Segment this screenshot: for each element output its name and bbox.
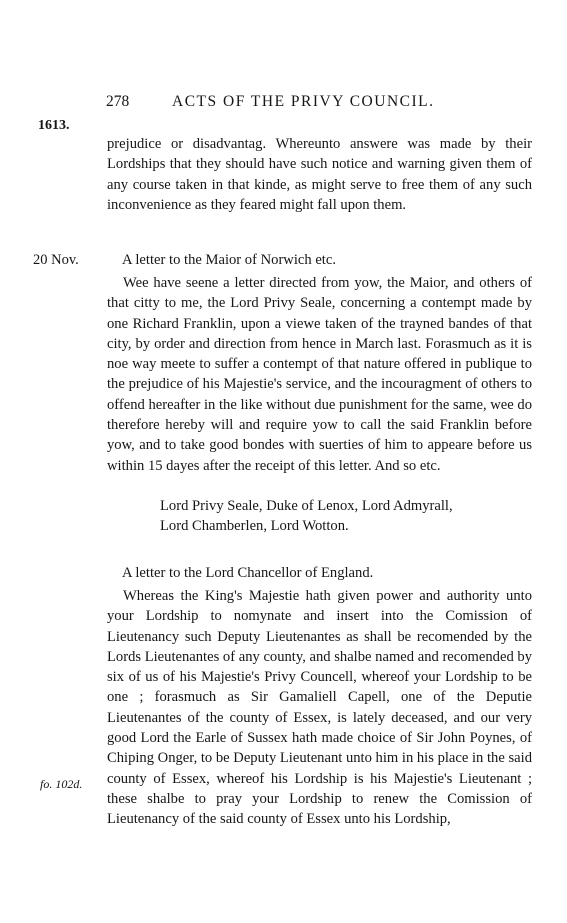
signatories-norwich xyxy=(142,496,534,537)
page-number: 278 xyxy=(106,93,130,110)
letter-heading-chancellor: A letter to the Lord Chancellor of England. xyxy=(122,565,374,581)
running-title: ACTS OF THE PRIVY COUNCIL. xyxy=(172,93,435,110)
continuation-paragraph: prejudice or disadvantag. Whereunto answere was made by their Lordships that they should have such notice and warning given them of any course taken in that kinde, as might serve to free them of any such inconvenience as they feared might fall upon them. xyxy=(107,136,532,213)
page-header xyxy=(0,93,567,113)
signatories-line-2: Lord Chamberlen, Lord Wotton. xyxy=(160,518,349,535)
signatories-line-1: Lord Privy Seale, Duke of Lenox, Lord Admyrall, xyxy=(160,498,453,514)
margin-date: 20 Nov. xyxy=(33,252,79,268)
letter-heading-norwich: A letter to the Maior of Norwich etc. xyxy=(122,252,336,268)
letter-body-chancellor: Whereas the King's Majestie hath given power and authority unto your Lordship to nomynate and insert into the Comission of Lieutenancy such Deputy Lieutenantes as shall be recomended by the Lords Lieutenantes of any county, and shalbe named and recomended by six of us of his Majestie's Privy Councell, whereof your Lordship to be one ; forasmuch as Sir Gamaliell Capell, one of the Deputie Lieutenantes of the county of Essex, is lately deceased, and our very good Lord the Earle of Sussex hath made choice of Sir John Poynes, of Chiping Onger, to be Deputy Lieutenant unto him in his place in the said county of Essex, whereof his Lordship is his Majestie's Lieutenant ; these shalbe to pray your Lordship to renew the Comission of Lieutenancy of the said county of Essex unto his Lordship, xyxy=(107,588,532,828)
margin-year: 1613. xyxy=(38,118,70,133)
margin-folio: fo. 102d. xyxy=(40,777,83,791)
letter-body-norwich: Wee have seene a letter directed from yow, the Maior, and others of that citty to me, the Lord Privy Seale, concerning a contempt made by one Richard Franklin, upon a viewe taken of the trayned bandes of that city, by order and direction from hence in March last. Forasmuch as it is noe way meete to suffer a contempt of that nature offered in publique to the prejudice of his Majestie's service, and the incouragment of others to offend hereafter in the like without due punishment for the same, wee do therefore hereby will and require yow to call the said Franklin before yow, and to take good bondes with suerties of him to appeare before us within 15 dayes after the receipt of this letter. And so etc. xyxy=(107,275,532,474)
